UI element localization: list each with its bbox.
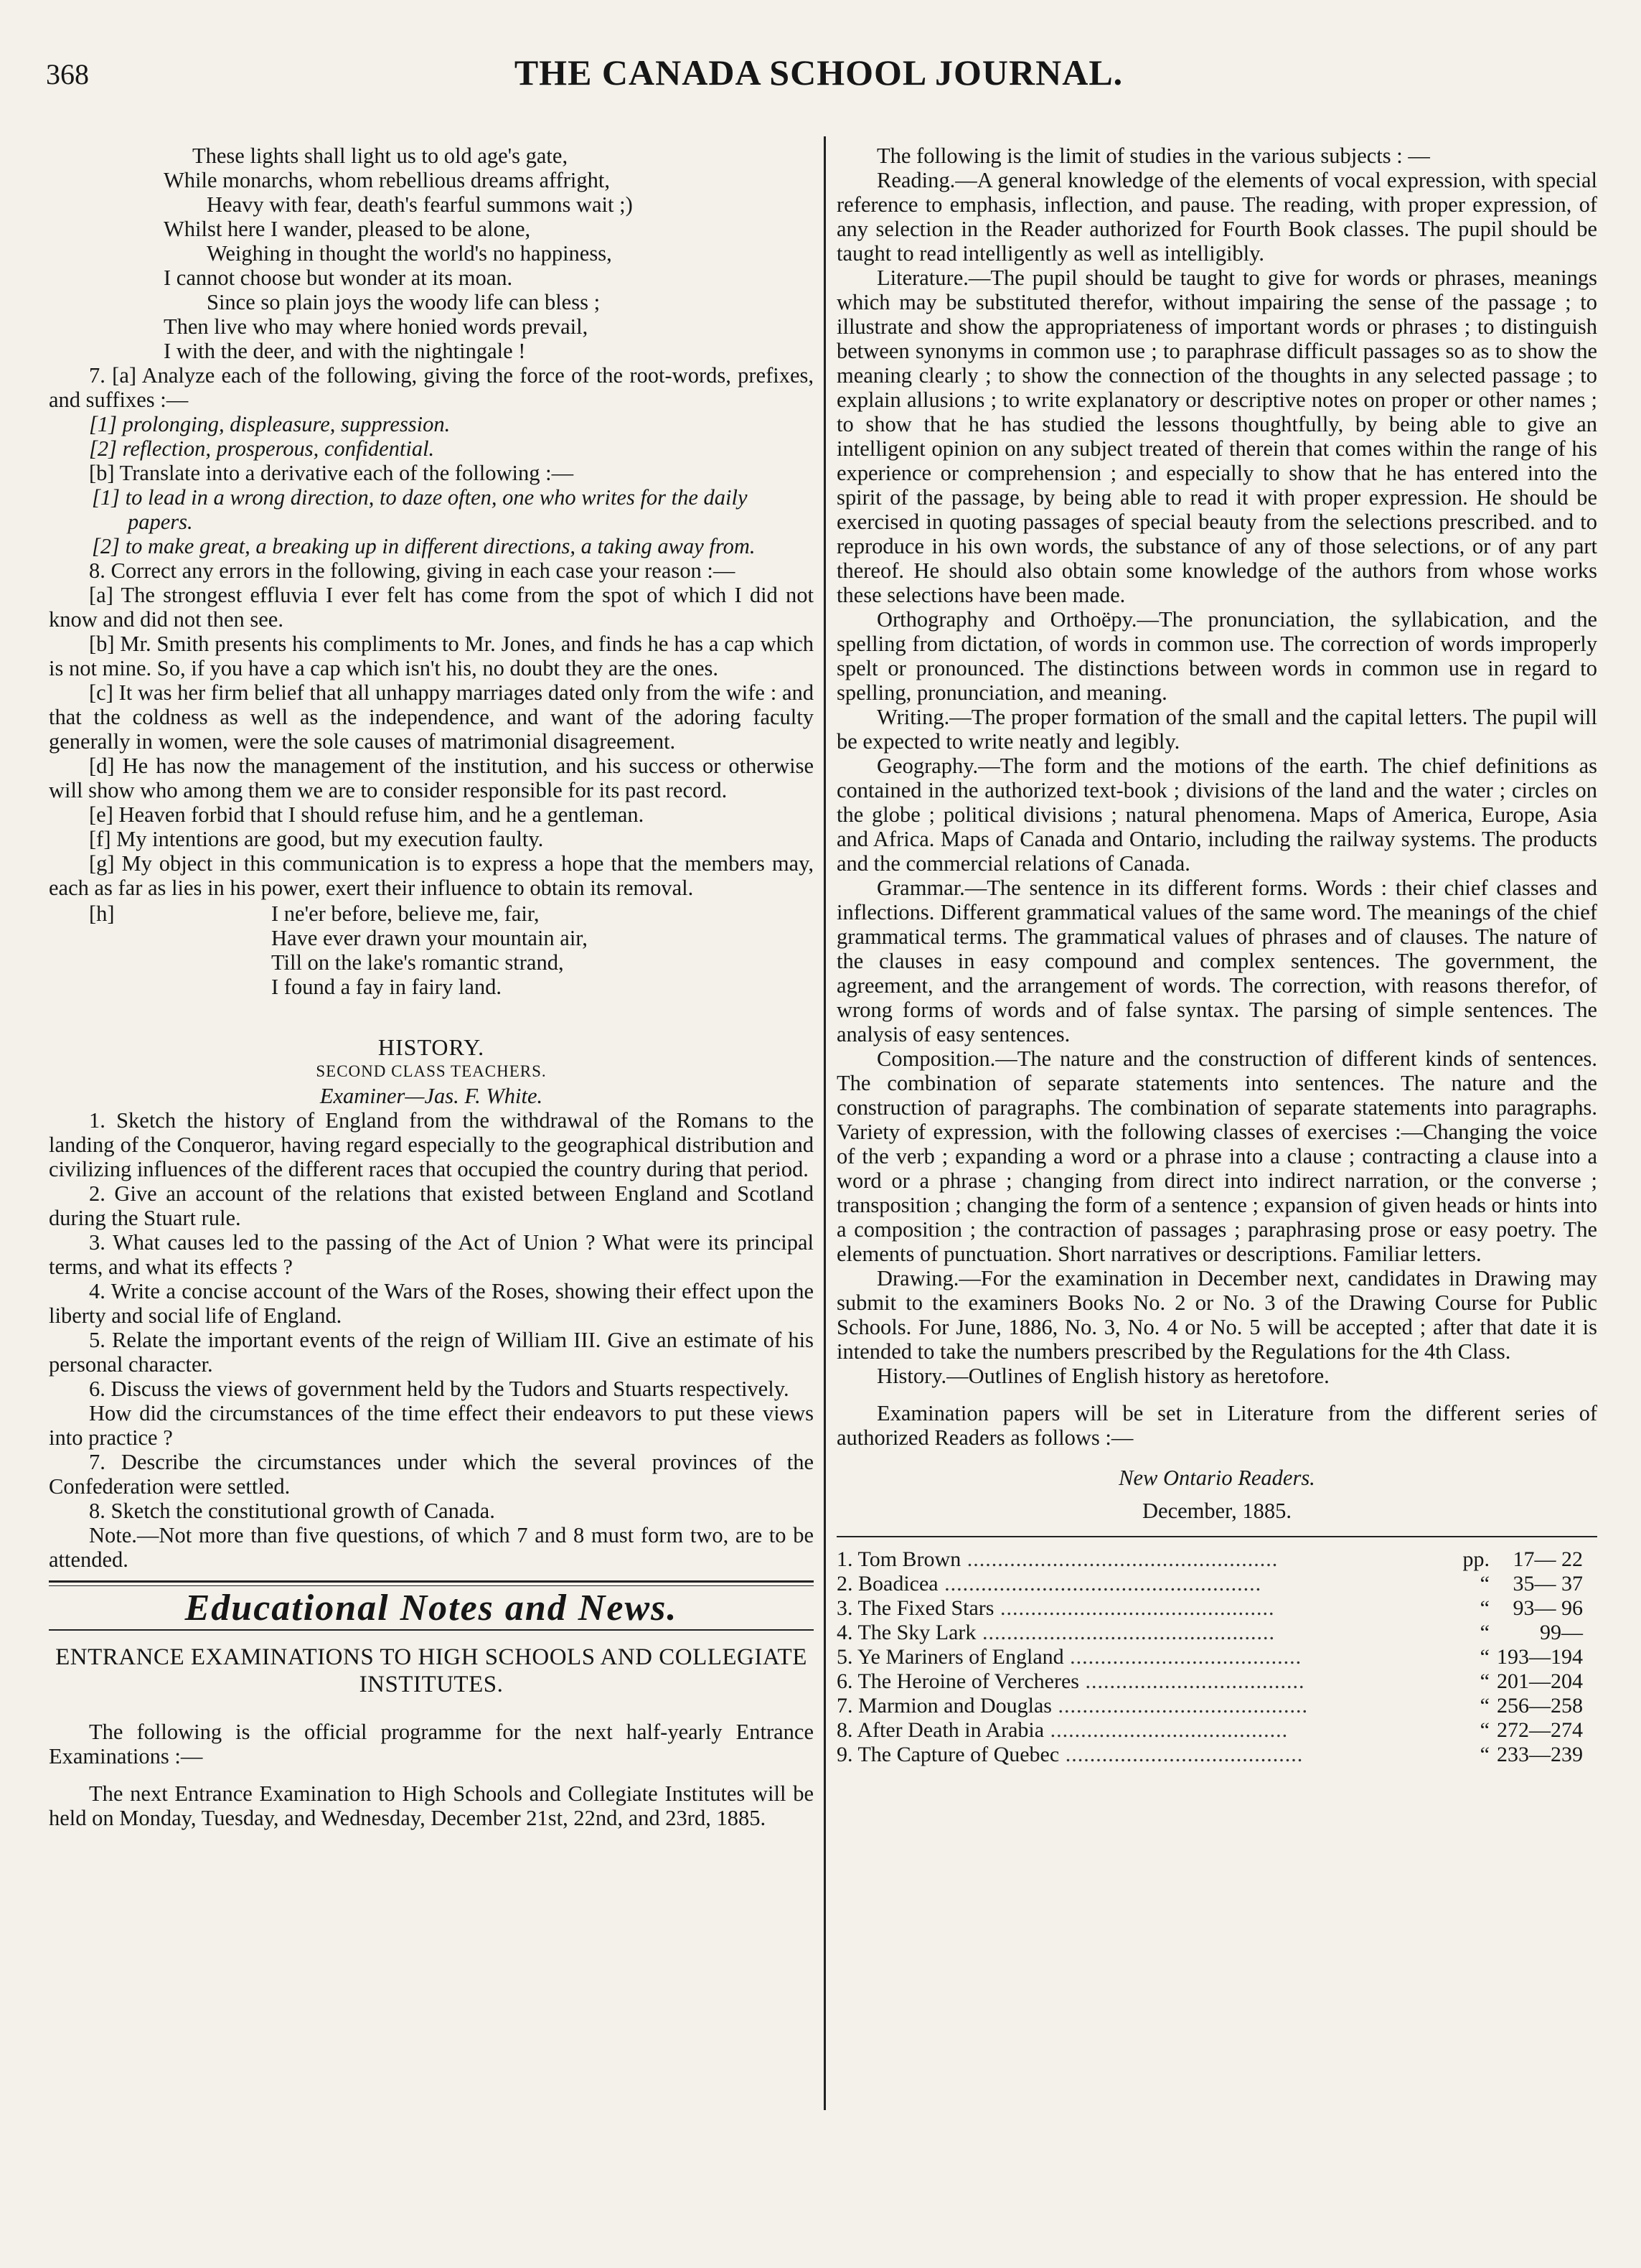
reader-number: 4. <box>837 1621 853 1644</box>
poem-line: I found a fay in fairy land. <box>271 975 502 999</box>
reader-pp: “ <box>1480 1669 1490 1693</box>
table-row <box>837 1645 1583 1669</box>
reader-number: 1. <box>837 1547 853 1571</box>
history-question: 6. Discuss the views of government held by the Tudors and Stuarts respectively. <box>89 1377 789 1401</box>
subject-literature: Literature.—The pupil should be taught to give for words or phrases, meanings which may be substituted therefor, without impairing the sense of the passage ; to illustrate and show the appropriateness of important words or phrases ; to distinguish between synonyms in common use ; to paraphrase difficult passages so as to show the meaning clearly ; to show the connection of the thoughts in any selected passage ; to explain allusions ; to write explanatory or descriptive notes on proper or other names ; to show that he has studied the lessons thoughtfully, by being able to give an intelligent opinion on any subject treated of therein that comes within the range of his experience or comprehension ; and especially to show that he has entered into the spirit of the passage, by being able to read it with proper expression. He should be exercised in quoting passages of special beauty from the selections prescribed. and to reproduce in his own words, the substance of any of those selections, or of any part thereof. He should also obtain some knowledge of the authors from whose works these selections have been made. <box>837 266 1597 607</box>
poem-line: Heavy with fear, death's fearful summons wait ;) <box>207 192 633 217</box>
poem-line: I cannot choose but wonder at its moan. <box>164 266 513 290</box>
section-rule <box>49 1580 814 1583</box>
question-8-c: [c] It was her firm belief that all unhappy marriages dated only from the wife : and that the coldness as well as the independence, and want of the adoring faculty generally in women, were the sole causes of matrimonial disagreement. <box>49 680 814 754</box>
reader-number: 8. <box>837 1718 853 1742</box>
reader-pages: 193—194 <box>1497 1645 1583 1669</box>
reader-title: The Fixed Stars <box>857 1596 995 1620</box>
leader-dots: ....................................... <box>1059 1743 1304 1766</box>
subject-composition: Composition.—The nature and the construction of different kinds of sentences. The combination of separate statements into sentences. The nature and the construction of paragraphs. The combination of separate statements into paragraphs. Variety of expression, with the following classes of exercises :—Changing the voice of the verb ; expanding a word or a phrase into a clause ; contracting a clause into a word or a phrase ; changing from direct into indirect narration, or the converse ; transposition ; changing the form of a sentence ; expansion of given heads or hints into a composition ; the contraction of passages ; paraphrasing prose or easy poetry. The elements of punctuation. Short narratives or descriptions. Familiar letters. <box>837 1046 1597 1266</box>
history-question: 4. Write a concise account of the Wars of the Roses, showing their effect upon the liberty and social life of England. <box>49 1279 814 1328</box>
section-heading: Educational Notes and News. <box>184 1588 678 1629</box>
leader-dots: ....................................... <box>1044 1718 1289 1742</box>
reader-pp: “ <box>1480 1743 1490 1766</box>
table-row <box>837 1621 1583 1645</box>
table-rule <box>837 1536 1597 1537</box>
question-7-b: [b] Translate into a derivative each of the following :— <box>89 461 574 485</box>
poem-line: Weighing in thought the world's no happiness, <box>207 241 612 266</box>
reader-title-cell <box>837 1645 1447 1669</box>
column-divider <box>824 136 826 2110</box>
leader-dots: .................................................... <box>938 1572 1262 1595</box>
question-8-b: [b] Mr. Smith presents his compliments to Mr. Jones, and finds he has a cap which is not mine. So, if you have a cap which isn't his, no doubt they are the ones. <box>49 632 814 680</box>
table-row <box>837 1669 1583 1694</box>
reader-pp: “ <box>1480 1694 1490 1718</box>
reader-pp: “ <box>1480 1572 1490 1595</box>
entrance-heading: ENTRANCE EXAMINATIONS TO HIGH SCHOOLS AND COLLEGIATE INSTITUTES. <box>55 1644 807 1697</box>
table-row <box>837 1572 1583 1596</box>
readers-title: New Ontario Readers. <box>1119 1466 1315 1490</box>
subject-drawing: Drawing.—For the examination in December next, candidates in Drawing may submit to the examiners Books No. 2 or No. 3 of the Drawing Course for Public Schools. For June, 1886, No. 3, No. 4 or No. 5 will be accepted ; after that date it is intended to take the numbers prescribed by the Regulations for the 4th Class. <box>837 1266 1597 1364</box>
section-rule <box>49 1585 814 1586</box>
readers-table <box>837 1547 1583 1767</box>
subject-orthography: Orthography and Orthoëpy.—The pronunciation, the syllabication, and the spelling from dictation, of words in common use. The correction of words improperly spelt or pronounced. The distinctions between words in common use in regard to spelling, pronunciation, and meaning. <box>837 607 1597 705</box>
question-7-intro: 7. [a] Analyze each of the following, giving the force of the root-words, prefixes, and suffixes :— <box>49 363 814 412</box>
history-examiner: Examiner—Jas. F. White. <box>319 1084 543 1108</box>
limits-intro: The following is the limit of studies in the various subjects : — <box>877 144 1430 168</box>
poem-line: Whilst here I wander, pleased to be alone, <box>164 217 531 241</box>
question-7-a1: [1] prolonging, displeasure, suppression. <box>89 412 451 436</box>
reader-pages: 201—204 <box>1497 1669 1583 1693</box>
history-subtitle: SECOND CLASS TEACHERS. <box>316 1062 547 1080</box>
journal-title: THE CANADA SCHOOL JOURNAL. <box>514 52 1124 93</box>
table-row <box>837 1547 1583 1572</box>
left-column <box>49 144 814 1830</box>
reader-title-cell <box>837 1621 1447 1645</box>
reader-number: 2. <box>837 1572 853 1595</box>
question-8-e: [e] Heaven forbid that I should refuse him, and he a gentleman. <box>89 802 644 827</box>
reader-pages: 99— <box>1540 1621 1583 1644</box>
reader-pages: 233—239 <box>1497 1743 1583 1766</box>
reader-number: 5. <box>837 1645 853 1669</box>
reader-number: 7. <box>837 1694 853 1718</box>
history-question: 8. Sketch the constitutional growth of Canada. <box>89 1499 495 1523</box>
poem-line: While monarchs, whom rebellious dreams affright, <box>164 168 610 192</box>
table-row <box>837 1718 1583 1743</box>
leader-dots: ...................................... <box>1063 1645 1302 1669</box>
poem-line: Then live who may where honied words prevail, <box>164 314 588 339</box>
history-question: 5. Relate the important events of the reign of William III. Give an estimate of his personal character. <box>49 1328 814 1377</box>
reader-title: The Heroine of Vercheres <box>857 1669 1079 1693</box>
history-question: 7. Describe the circumstances under which the several provinces of the Confederation were settled. <box>49 1450 814 1499</box>
section-rule <box>49 1629 814 1631</box>
page-number: 368 <box>46 58 89 90</box>
question-8-a: [a] The strongest effluvia I ever felt has come from the spot of which I did not know and did not then see. <box>49 583 814 632</box>
entrance-paragraph: The following is the official programme for the next half-yearly Entrance Examinations :— <box>49 1720 814 1768</box>
reader-pp: “ <box>1480 1621 1490 1644</box>
question-7-a2: [2] reflection, prosperous, confidential. <box>89 436 435 461</box>
leader-dots: ................................................ <box>976 1621 1275 1644</box>
question-8-d: [d] He has now the management of the institution, and his success or otherwise will show who among them we are to consider responsible for its past record. <box>49 754 814 802</box>
history-question: 1. Sketch the history of England from the withdrawal of the Romans to the landing of the Conqueror, having regard especially to the geographical distribution and civilizing influences of the different races that occupied the country during that period. <box>49 1108 814 1181</box>
exam-papers-paragraph: Examination papers will be set in Literature from the different series of authorized Readers as follows :— <box>837 1401 1597 1450</box>
subject-history: History.—Outlines of English history as heretofore. <box>877 1364 1330 1388</box>
poem-line: Have ever drawn your mountain air, <box>271 926 588 950</box>
subject-grammar: Grammar.—The sentence in its different forms. Words : their chief classes and inflections. Different grammatical values of the same word. The meanings of the chief grammatical terms. The grammatical values of phrases and of clauses. The nature of the clauses in easy compound and complex sentences. The government, the agreement, and the arrangement of words. The correction, with reasons therefor, of wrong forms of words and of false syntax. The parsing of simple sentences. The analysis of easy sentences. <box>837 876 1597 1046</box>
poem-line: I with the deer, and with the nightingale ! <box>164 339 526 363</box>
reader-pages: 272—274 <box>1497 1718 1583 1742</box>
question-8-f: [f] My intentions are good, but my execution faulty. <box>89 827 544 851</box>
question-8-g: [g] My object in this communication is to express a hope that the members may, each as far as lies in his power, exert their influence to obtain its removal. <box>49 851 814 900</box>
history-question: 2. Give an account of the relations that existed between England and Scotland during the Stuart rule. <box>49 1181 814 1230</box>
reader-title-cell <box>837 1669 1447 1694</box>
reader-number: 9. <box>837 1743 853 1766</box>
reader-pp: “ <box>1480 1645 1490 1669</box>
right-column <box>837 144 1597 1767</box>
reader-title: The Sky Lark <box>857 1621 977 1644</box>
reader-number: 3. <box>837 1596 853 1620</box>
reader-pages: 93— 96 <box>1513 1596 1583 1620</box>
page-header <box>40 49 1597 95</box>
entrance-paragraph: The next Entrance Examination to High Schools and Collegiate Institutes will be held on Monday, Tuesday, and Wednesday, December 21st, 22nd, and 23rd, 1885. <box>49 1781 814 1830</box>
reader-pp: “ <box>1480 1596 1490 1620</box>
leader-dots: ......................................... <box>1051 1694 1308 1718</box>
poem-line: Till on the lake's romantic strand, <box>271 950 564 975</box>
reader-title-cell <box>837 1718 1447 1743</box>
question-8-h-label: [h] <box>89 901 115 926</box>
reader-title: Boadicea <box>858 1572 939 1595</box>
poem-line: These lights shall light us to old age's gate, <box>192 144 568 168</box>
table-row <box>837 1596 1583 1621</box>
reader-title-cell <box>837 1743 1447 1767</box>
table-row <box>837 1743 1583 1767</box>
reader-title: Tom Brown <box>857 1547 961 1571</box>
poem-line: I ne'er before, believe me, fair, <box>271 901 540 926</box>
reader-title: Marmion and Douglas <box>858 1694 1052 1718</box>
subject-writing: Writing.—The proper formation of the small and the capital letters. The pupil will be expected to write neatly and legibly. <box>837 705 1597 754</box>
reader-title-cell <box>837 1572 1447 1596</box>
reader-pages: 256—258 <box>1497 1694 1583 1718</box>
history-question: How did the circumstances of the time effect their endeavors to put these views into practice ? <box>49 1401 814 1450</box>
readers-date: December, 1885. <box>1142 1499 1292 1523</box>
leader-dots: ............................................. <box>994 1596 1275 1620</box>
subject-geography: Geography.—The form and the motions of the earth. The chief definitions as contained in the authorized text-book ; divisions of the land and the water ; circles on the globe ; political divisions ; natural phenomena. Maps of America, Europe, Asia and Africa. Maps of Canada and Ontario, including the railway systems. The products and the commercial relations of Canada. <box>837 754 1597 876</box>
reader-title: The Capture of Quebec <box>857 1743 1060 1766</box>
reader-pages: 17— 22 <box>1513 1547 1583 1571</box>
question-7-b2: [2] to make great, a breaking up in different directions, a taking away from. <box>92 534 756 558</box>
reader-pages: 35— 37 <box>1513 1572 1583 1595</box>
reader-title-cell <box>837 1596 1447 1621</box>
reader-title-cell <box>837 1694 1447 1718</box>
table-row <box>837 1694 1583 1718</box>
history-title: HISTORY. <box>377 1034 485 1060</box>
reader-title-cell <box>837 1547 1447 1572</box>
poem-stanza <box>49 144 814 363</box>
subject-reading: Reading.—A general knowledge of the elements of vocal expression, with special reference to emphasis, inflection, and pause. The reading, with proper expression, of any selection in the Reader authorized for Fourth Book classes. The pupil should be taught to read intelligently as well as intelligibly. <box>837 168 1597 266</box>
leader-dots: .................................... <box>1078 1669 1305 1693</box>
reader-title: Ye Mariners of England <box>857 1645 1064 1669</box>
reader-pp: “ <box>1480 1718 1490 1742</box>
poem-line: Since so plain joys the woody life can bless ; <box>207 290 601 314</box>
history-question: 3. What causes led to the passing of the Act of Union ? What were its principal terms, and what its effects ? <box>49 1230 814 1279</box>
question-8-intro: 8. Correct any errors in the following, giving in each case your reason :— <box>89 558 735 583</box>
reader-number: 6. <box>837 1669 853 1693</box>
leader-dots: ................................................... <box>961 1547 1279 1571</box>
question-7-b1: [1] to lead in a wrong direction, to daze often, one who writes for the daily papers. <box>92 485 748 534</box>
history-note: Note.—Not more than five questions, of which 7 and 8 must form two, are to be attended. <box>49 1523 814 1572</box>
reader-title: After Death in Arabia <box>857 1718 1045 1742</box>
question-8-h <box>49 901 814 1032</box>
reader-pp: pp. <box>1462 1547 1490 1571</box>
